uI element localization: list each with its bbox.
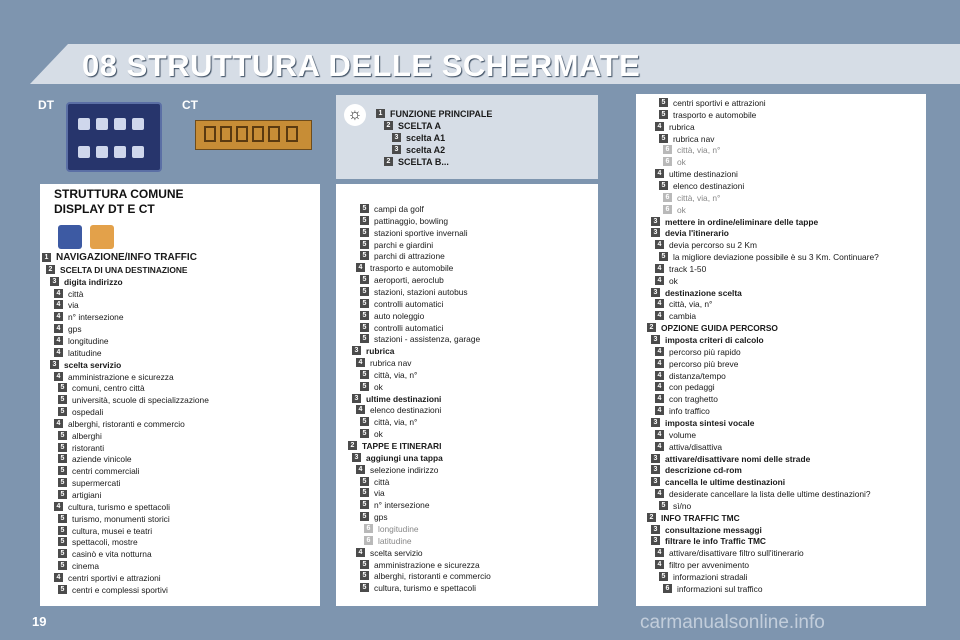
level-badge: 4 [655,394,664,403]
level-badge: 6 [364,536,373,545]
level-badge: 4 [655,560,664,569]
tree-item-label: alberghi [72,430,102,441]
tree-item-label: ultime destinazioni [669,169,738,180]
tree-item-label: distanza/tempo [669,370,726,381]
tree-item-label: ospedali [72,407,104,418]
level-badge: 5 [360,500,369,509]
tree-item-label: descrizione cd-rom [665,465,742,476]
level-badge: 4 [655,276,664,285]
level-badge: 3 [651,465,660,474]
tree-item-label: aeroporti, aeroclub [374,275,444,286]
tree-item-label: ok [374,429,383,440]
tree-item-label: artigiani [72,490,102,500]
ct-label: CT [182,98,198,112]
level-badge: 4 [54,502,63,511]
tree-item-label: parchi di attrazione [374,251,445,262]
level-badge: 4 [54,348,63,357]
tree-item-label: cancella le ultime destinazioni [665,477,786,488]
level-badge: 5 [360,287,369,296]
tree-item-label: città, via, n° [374,369,418,380]
level-badge: 4 [655,122,664,131]
level-badge: 4 [54,312,63,321]
tree-item-label: FUNZIONE PRINCIPALE [390,109,493,119]
tree-item-label: consultazione messaggi [665,524,762,535]
level-badge: 3 [651,335,660,344]
tree-item-label: elenco destinazioni [370,405,442,416]
tree-item-label: università, scuole di specializzazione [72,395,209,406]
tree-item-label: desiderate cancellare la lista delle ultime destinazioni? [669,489,871,500]
level-badge: 5 [360,382,369,391]
tree-item-label: SCELTA DI UNA DESTINAZIONE [60,264,188,275]
tree-item-label: info traffico [669,406,710,417]
tree-item-label: n° intersezione [374,500,430,511]
tree-item-label: destinazione scelta [665,287,742,298]
level-badge: 6 [364,524,373,533]
tree-item-label: comuni, centro città [72,383,145,394]
level-badge: 5 [659,501,668,510]
tree-item-label: imposta criteri di calcolo [665,335,764,345]
level-badge: 5 [360,488,369,497]
level-badge: 5 [58,407,67,416]
level-badge: 4 [655,347,664,356]
level-badge: 4 [356,358,365,367]
level-badge: 3 [651,525,660,534]
tree-item-label: gps [374,512,388,523]
level-badge: 4 [356,405,365,414]
tree-item-label: via [374,488,385,499]
level-badge: 4 [655,311,664,320]
level-badge: 4 [356,465,365,474]
level-badge: 3 [352,346,361,355]
level-badge: 4 [655,442,664,451]
traffic-icon [90,225,114,249]
tree-item-label: longitudine [378,523,419,534]
tree-item-label: ultime destinazioni [366,393,442,404]
tree-item-label: aziende vinicole [72,454,132,465]
tree-item-label: rubrica [669,121,695,132]
level-badge: 4 [54,419,63,428]
level-badge: 2 [384,157,393,166]
level-badge: 5 [58,549,67,558]
level-badge: 4 [356,263,365,272]
tree-item-label: spettacoli, mostre [72,537,138,548]
tree-item-label: stazioni, stazioni autobus [374,286,468,297]
sun-icon: ☼ [344,104,366,126]
level-badge: 5 [58,561,67,570]
tree-item-label: SCELTA B... [398,157,449,167]
level-badge: 5 [659,181,668,190]
tree-item-label: centri sportivi e attrazioni [673,98,766,108]
level-badge: 3 [651,477,660,486]
level-badge: 3 [50,360,59,369]
tree-item-label: INFO TRAFFIC TMC [661,512,740,523]
tree-item-label: NAVIGAZIONE/INFO TRAFFIC [56,252,197,263]
tree-item-label: via [68,300,79,311]
tree-item-label: ristoranti [72,442,105,453]
tree-item-label: gps [68,324,82,335]
level-badge: 5 [659,134,668,143]
level-badge: 2 [348,441,357,450]
tree-item-label: filtro per avvenimento [669,560,750,571]
level-badge: 5 [58,585,67,594]
level-badge: 4 [655,299,664,308]
level-badge: 5 [360,251,369,260]
tree-item-label: la migliore deviazione possibile è su 3 Km. Continuare? [673,252,879,263]
level-badge: 5 [58,431,67,440]
tree-item-label: trasporto e automobile [370,263,454,274]
tree-item-label: devia percorso su 2 Km [669,240,757,251]
tree-item-label: scelta servizio [64,359,122,370]
watermark: carmanualsonline.info [640,612,825,633]
tree-item-label: stazioni sportive invernali [374,227,468,238]
tree-item-label: attiva/disattiva [669,441,723,452]
tree-item-label: controlli automatici [374,298,444,309]
level-badge: 4 [655,548,664,557]
tree-item-label: OPZIONE GUIDA PERCORSO [661,323,778,334]
level-badge: 5 [360,429,369,438]
tree-item-label: cambia [669,311,696,322]
tree-item-label: ok [677,204,686,215]
tree-item-label: rubrica nav [673,133,715,144]
level-badge: 5 [58,395,67,404]
tree-item-label: alberghi, ristoranti e commercio [68,418,185,429]
tree-item-label: città, via, n° [677,192,721,203]
level-badge: 5 [659,110,668,119]
level-badge: 5 [360,583,369,592]
tree-item-label: sì/no [673,500,692,511]
tree-item-label: devia l'itinerario [665,228,729,239]
level-badge: 4 [655,382,664,391]
level-badge: 4 [655,489,664,498]
tree-item-label: rubrica [366,346,395,357]
tree-item-label: parchi e giardini [374,239,434,250]
level-badge: 6 [663,205,672,214]
level-badge: 3 [651,418,660,427]
tree-item-label: cultura, turismo e spettacoli [68,501,170,512]
level-badge: 4 [54,336,63,345]
navigation-icon [58,225,82,249]
page-title: 08 STRUTTURA DELLE SCHERMATE [82,48,641,83]
level-badge: 5 [58,383,67,392]
tree-item-label: rubrica nav [370,358,412,369]
level-badge: 3 [651,228,660,237]
level-badge: 5 [58,537,67,546]
level-badge: 5 [659,98,668,107]
tree-item-label: ok [677,157,686,168]
tree-item-label: selezione indirizzo [370,464,439,475]
level-badge: 5 [360,216,369,225]
tree-item-label: aggiungi una tappa [366,452,443,463]
level-badge: 4 [655,371,664,380]
tree-item-label: amministrazione e sicurezza [68,371,174,382]
tree-item-label: centri sportivi e attrazioni [68,572,161,583]
tree-item-label: attivare/disattivare nomi delle strade [665,453,811,464]
level-badge: 2 [46,265,55,274]
tree-item-label: attivare/disattivare filtro sull'itinerario [669,548,804,559]
tree-item-label: scelta A1 [406,133,446,143]
level-badge: 5 [58,478,67,487]
common-title-line2: DISPLAY DT E CT [54,202,155,216]
tree-item-label: alberghi, ristoranti e commercio [374,571,491,582]
level-badge: 2 [647,323,656,332]
level-badge: 4 [54,372,63,381]
tree-item-label: città, via, n° [374,417,418,428]
tree-item-label: informazioni sul traffico [677,583,763,594]
level-badge: 5 [360,334,369,343]
level-badge: 3 [352,394,361,403]
level-badge: 5 [360,323,369,332]
tree-item-label: auto noleggio [374,310,425,321]
level-badge: 6 [663,193,672,202]
tree-item-label: città, via, n° [677,145,721,156]
dt-label: DT [38,98,54,112]
level-badge: 5 [360,228,369,237]
level-badge: 5 [360,204,369,213]
tree-item-label: digita indirizzo [64,276,123,287]
level-badge: 5 [58,466,67,475]
level-badge: 6 [663,157,672,166]
level-badge: 5 [360,512,369,521]
level-badge: 4 [655,430,664,439]
level-badge: 4 [54,289,63,298]
dt-display-image [66,102,162,172]
tree-item-label: mettere in ordine/eliminare delle tappe [665,216,819,227]
ct-display-image [195,120,312,150]
tree-item-label: longitudine [68,335,109,346]
level-badge: 6 [663,584,672,593]
tree-item-label: volume [669,429,696,440]
tree-item-label: centri e complessi sportivi [72,584,168,595]
level-badge: 4 [655,240,664,249]
tree-item-label: centri commerciali [72,466,140,477]
tree-item-label: percorso più rapido [669,346,741,357]
level-badge: 5 [360,477,369,486]
tree-item-label: amministrazione e sicurezza [374,559,480,570]
tree-item-label: latitudine [378,535,412,546]
level-badge: 4 [655,169,664,178]
tree-item-label: città, via, n° [669,299,713,310]
tree-item-label: con traghetto [669,394,718,405]
tree-item-label: percorso più breve [669,358,739,369]
tree-item-label: casinò e vita notturna [72,549,152,560]
tree-item-label: scelta servizio [370,547,423,558]
level-badge: 5 [58,454,67,463]
level-badge: 4 [655,264,664,273]
level-badge: 5 [58,526,67,535]
level-badge: 5 [659,572,668,581]
tree-item-label: ok [374,381,383,392]
tree-item-label: cinema [72,561,99,572]
level-badge: 5 [360,311,369,320]
tree-item-label: ok [669,275,678,286]
level-badge: 5 [360,571,369,580]
level-badge: 5 [360,370,369,379]
navigation-icons [58,225,118,249]
tree-item-label: TAPPE E ITINERARI [362,441,442,451]
tree-item-label: campi da golf [374,204,424,214]
tree-item-label: trasporto e automobile [673,109,757,120]
tree-item-label: controlli automatici [374,322,444,333]
tree-item-label: pattinaggio, bowling [374,215,449,226]
level-badge: 4 [655,359,664,368]
tree-item-label: filtrare le info Traffic TMC [665,536,766,547]
tree-item-label: supermercati [72,478,121,489]
tree-item-label: città [374,476,390,487]
level-badge: 1 [376,109,385,118]
level-badge: 3 [50,277,59,286]
tree-item-label: città [68,288,84,299]
tree-item-label: stazioni - assistenza, garage [374,334,481,345]
level-badge: 4 [356,548,365,557]
level-badge: 3 [352,453,361,462]
level-badge: 4 [54,573,63,582]
level-badge: 3 [392,145,401,154]
level-badge: 3 [651,217,660,226]
level-badge: 3 [651,288,660,297]
level-badge: 6 [663,145,672,154]
level-badge: 2 [647,513,656,522]
tree-item-label: latitudine [68,347,102,358]
level-badge: 3 [651,536,660,545]
tree-item-label: turismo, monumenti storici [72,513,170,524]
level-badge: 4 [655,406,664,415]
level-badge: 5 [58,490,67,499]
level-badge: 5 [360,275,369,284]
level-badge: 5 [659,252,668,261]
level-badge: 3 [392,133,401,142]
level-badge: 5 [360,417,369,426]
level-badge: 5 [58,443,67,452]
level-badge: 2 [384,121,393,130]
tree-item-label: SCELTA A [398,121,441,131]
tree-item-label: cultura, turismo e spettacoli [374,583,476,594]
page-number: 19 [32,614,47,629]
tree-item-label: informazioni stradali [673,572,748,582]
level-badge: 5 [360,299,369,308]
common-title-line1: STRUTTURA COMUNE [54,187,184,201]
tree-item-label: cultura, musei e teatri [72,525,153,536]
tree-item-label: track 1-50 [669,263,707,274]
tree-item-label: imposta sintesi vocale [665,417,755,428]
tree-item-label: con pedaggi [669,382,715,393]
level-badge: 1 [42,253,51,262]
tree-item-label: scelta A2 [406,145,446,155]
level-badge: 5 [360,560,369,569]
level-badge: 3 [651,454,660,463]
tree-item-label: elenco destinazioni [673,180,745,191]
level-badge: 5 [58,514,67,523]
level-badge: 5 [360,240,369,249]
level-badge: 4 [54,300,63,309]
level-badge: 4 [54,324,63,333]
tree-item-label: n° intersezione [68,312,124,323]
